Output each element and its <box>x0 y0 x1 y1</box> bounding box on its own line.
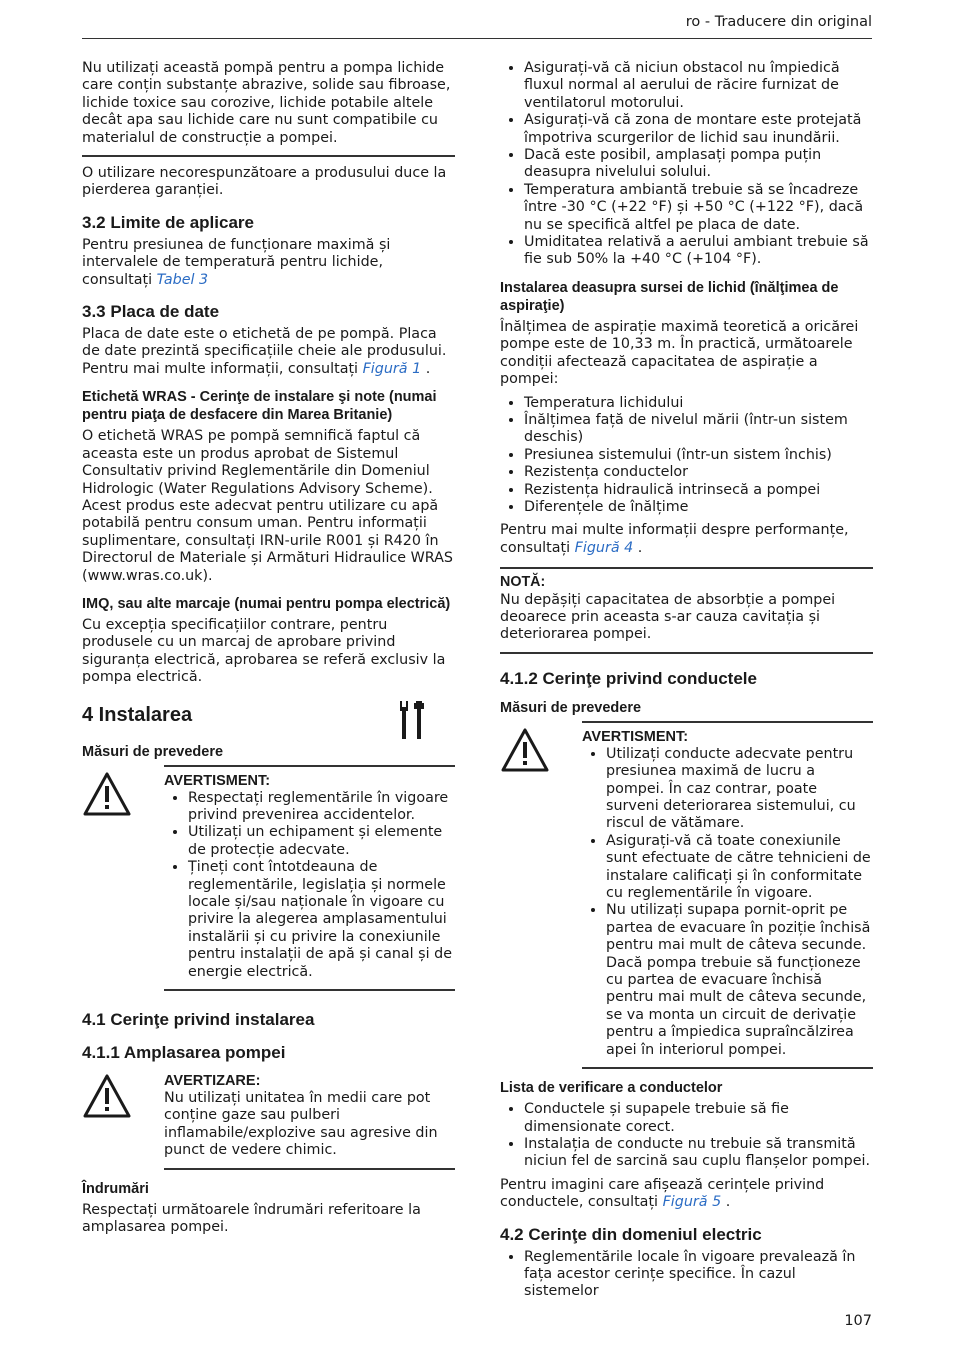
list-item: • Reglementările locale în vigoare prevalează în fața acestor cerințe specifice. În cazul sistemelor <box>524 1249 873 1301</box>
list-item: • Diferențele de înălțime <box>524 499 873 516</box>
guidelines-text: Respectați următoarele îndrumări referitoare la amplasarea pompei. <box>82 1201 421 1236</box>
table-3-link[interactable]: Tabel 3 <box>156 271 209 288</box>
header-text: ro - Traducere din original <box>685 14 872 30</box>
warning-list <box>164 790 455 981</box>
placement-list <box>500 60 873 269</box>
list-item: • Nu utilizați supapa pornit-oprit pe partea de evacuare în poziție închisă pentru mai mult de câteva secunde. Dacă pompa trebuie să funcționeze cu partea de evacuare închisă pentru mai mult de câteva secunde, se va monta un circuit de derivație pentru a împiedica supraîncălzirea apei în interiorul pompei. <box>606 902 873 1059</box>
list-item: • Temperatura ambiantă trebuie să se încadreze între -30 °C (+22 °F) și +50 °C (+122 °F), dacă nu se specifică altfel pe placa de date. <box>524 182 873 234</box>
checklist-list <box>500 1101 873 1171</box>
warning-callout-2 <box>500 721 873 1069</box>
performance-text: Pentru mai multe informații despre performanțe, consultați Figură 4 . <box>500 522 849 556</box>
electrical-list <box>500 1249 873 1301</box>
caution-callout <box>82 1067 455 1170</box>
caution-label: AVERTIZARE: <box>164 1073 261 1090</box>
section-4-heading-row <box>82 703 455 741</box>
list-item: • Temperatura lichidului <box>524 395 873 412</box>
section-4-title: 4 Instalarea <box>82 703 193 726</box>
left-column <box>82 60 455 1242</box>
tools-icon <box>399 701 427 741</box>
suction-title: Instalarea deasupra sursei de lichid (înălţimea de aspiraţie) <box>500 279 839 314</box>
section-4-precautions: Măsuri de prevedere <box>82 743 224 760</box>
right-column <box>500 60 873 1307</box>
section-4-1-title: 4.1 Cerinţe privind instalarea <box>82 1010 315 1030</box>
note-label: NOTĂ: <box>500 574 546 591</box>
pipes-text: Pentru imagini care afișează cerințele privind conductele, consultați Figură 5 . <box>500 1176 825 1211</box>
checklist-title: Lista de verificare a conductelor <box>500 1080 723 1097</box>
suction-list <box>500 395 873 517</box>
figure-5-link[interactable]: Figură 5 <box>662 1194 722 1211</box>
warning-triangle-icon <box>82 1073 132 1119</box>
list-item: • Asigurați-vă că niciun obstacol nu împiedică fluxul normal al aerului de răcire furnizat de ventilatorul motorului. <box>524 60 873 112</box>
list-item: • Înălțimea față de nivelul mării (într-un sistem deschis) <box>524 412 873 447</box>
note-callout <box>500 567 873 654</box>
section-3-2-title: 3.2 Limite de aplicare <box>82 212 254 232</box>
caution-text: Nu utilizați unitatea în medii care pot conține gaze sau pulberi inflamabile/explozive sau agresive din punct de vedere chimic. <box>164 1090 438 1159</box>
warning-label: AVERTISMENT: <box>164 772 271 789</box>
list-item: • Rezistența conductelor <box>524 464 873 481</box>
section-4-1-1-title: 4.1.1 Amplasarea pompei <box>82 1043 286 1063</box>
imq-title: IMQ, sau alte marcaje (numai pentru pompa electrică) <box>82 595 451 612</box>
warning-triangle-icon <box>500 727 550 773</box>
wras-title: Etichetă WRAS - Cerinţe de instalare şi note (numai pentru piaţa de desfacere din Marea Britanie) <box>82 389 437 424</box>
figure-4-link[interactable]: Figură 4 <box>574 539 634 556</box>
list-item: • Țineți cont întotdeauna de reglementările, legislația și normele locale și/sau naționale în vigoare cu privire la alegerea amplasamentului instalării și cu privire la conexiunile pentru instalații de apă și canal și de energie electrică. <box>188 859 455 981</box>
section-3-3-text: Placa de date este o etichetă de pe pompă. Placa de date prezintă specificațiile cheie ale produsului. Pentru mai multe informații, consultați Figură 1 . <box>82 326 447 377</box>
warning-list <box>582 746 873 1059</box>
imq-text: Cu excepția specificațiilor contrare, pentru produsele cu un marcaj de aprobare privind siguranța electrică, aprobarea se referă exclusiv la pompa electrică. <box>82 616 446 686</box>
list-item: • Asigurați-vă că zona de montare este protejată împotriva scurgerilor de lichid sau inundării. <box>524 112 873 147</box>
divider <box>82 155 455 157</box>
list-item: • Respectați reglementările în vigoare privind prevenirea accidentelor. <box>188 790 455 825</box>
misuse-paragraph: O utilizare necorespunzătoare a produsului duce la pierderea garanției. <box>82 165 447 199</box>
section-4-1-2-title: 4.1.2 Cerinţe privind conductele <box>500 668 757 688</box>
list-item: • Dacă este posibil, amplasați pompa puțin deasupra nivelului solului. <box>524 147 873 182</box>
list-item: • Utilizați un echipament și elemente de protecție adecvate. <box>188 824 455 859</box>
guidelines-title: Îndrumări <box>82 1180 149 1197</box>
warning-label: AVERTISMENT: <box>582 728 689 745</box>
section-4-2-title: 4.2 Cerinţe din domeniul electric <box>500 1224 762 1244</box>
list-item: • Umiditatea relativă a aerului ambiant trebuie să fie sub 50% la +40 °C (+104 °F). <box>524 234 873 269</box>
list-item: • Asigurați-vă că toate conexiunile sunt efectuate de către tehnicieni de instalare calificați și în conformitate cu reglementările în vigoare. <box>606 833 873 903</box>
warning-triangle-icon <box>82 771 132 817</box>
list-item: • Instalația de conducte nu trebuie să transmită niciun fel de sarcină sau cuplu flanșelor pompei. <box>524 1136 873 1171</box>
list-item: • Conductele și supapele trebuie să fie dimensionate corect. <box>524 1101 873 1136</box>
wras-text: O etichetă WRAS pe pompă semnifică faptul că aceasta este un produs aprobat de Sistemul Consultativ privind Reglementările din Domeniul Hidrologic (Water Regulations Advisory Scheme). Acest produs este adecvat pentru utilizare cu apă potabilă pentru consum uman. Pentru informații suplimentare, consultați IRN-urile R001 și R420 în Directorul de Materiale și Armături Hidraulice WRAS (www.wras.co.uk). <box>82 428 453 584</box>
warning-callout-1 <box>82 765 455 991</box>
section-3-3-title: 3.3 Placa de date <box>82 302 220 322</box>
section-3-2-text: Pentru presiunea de funcționare maximă și intervalele de temperatură pentru lichide, consultați Tabel 3 <box>82 236 391 288</box>
header-rule <box>82 38 872 39</box>
page-number: 107 <box>844 1313 872 1329</box>
suction-text: Înălțimea de aspirație maximă teoretică a oricărei pompe este de 10,33 m. În practică, următoarele condiții afectează capacitatea de aspirație a pompei: <box>500 318 859 388</box>
note-text: Nu depășiți capacitatea de absorbție a pompei deoarece prin aceasta s-ar cauza cavitația și deteriorarea pompei. <box>500 591 836 643</box>
list-item: • Presiunea sistemului (într-un sistem închis) <box>524 447 873 464</box>
figure-1-link[interactable]: Figură 1 <box>362 360 422 377</box>
intro-paragraph: Nu utilizați această pompă pentru a pompa lichide care conțin substanțe abrazive, solide sau fibroase, lichide toxice sau corozive, lichide potabile altele decât apa sau lichide care nu sunt compatibile cu materialul de construcție a pompei. <box>82 60 451 146</box>
list-item: • Utilizați conducte adecvate pentru presiunea maximă de lucru a pompei. În caz contrar, poate surveni deteriorarea sistemului, cu riscul de vătămare. <box>606 746 873 833</box>
pipes-precautions: Măsuri de prevedere <box>500 699 642 716</box>
list-item: • Rezistența hidraulică intrinsecă a pompei <box>524 482 873 499</box>
